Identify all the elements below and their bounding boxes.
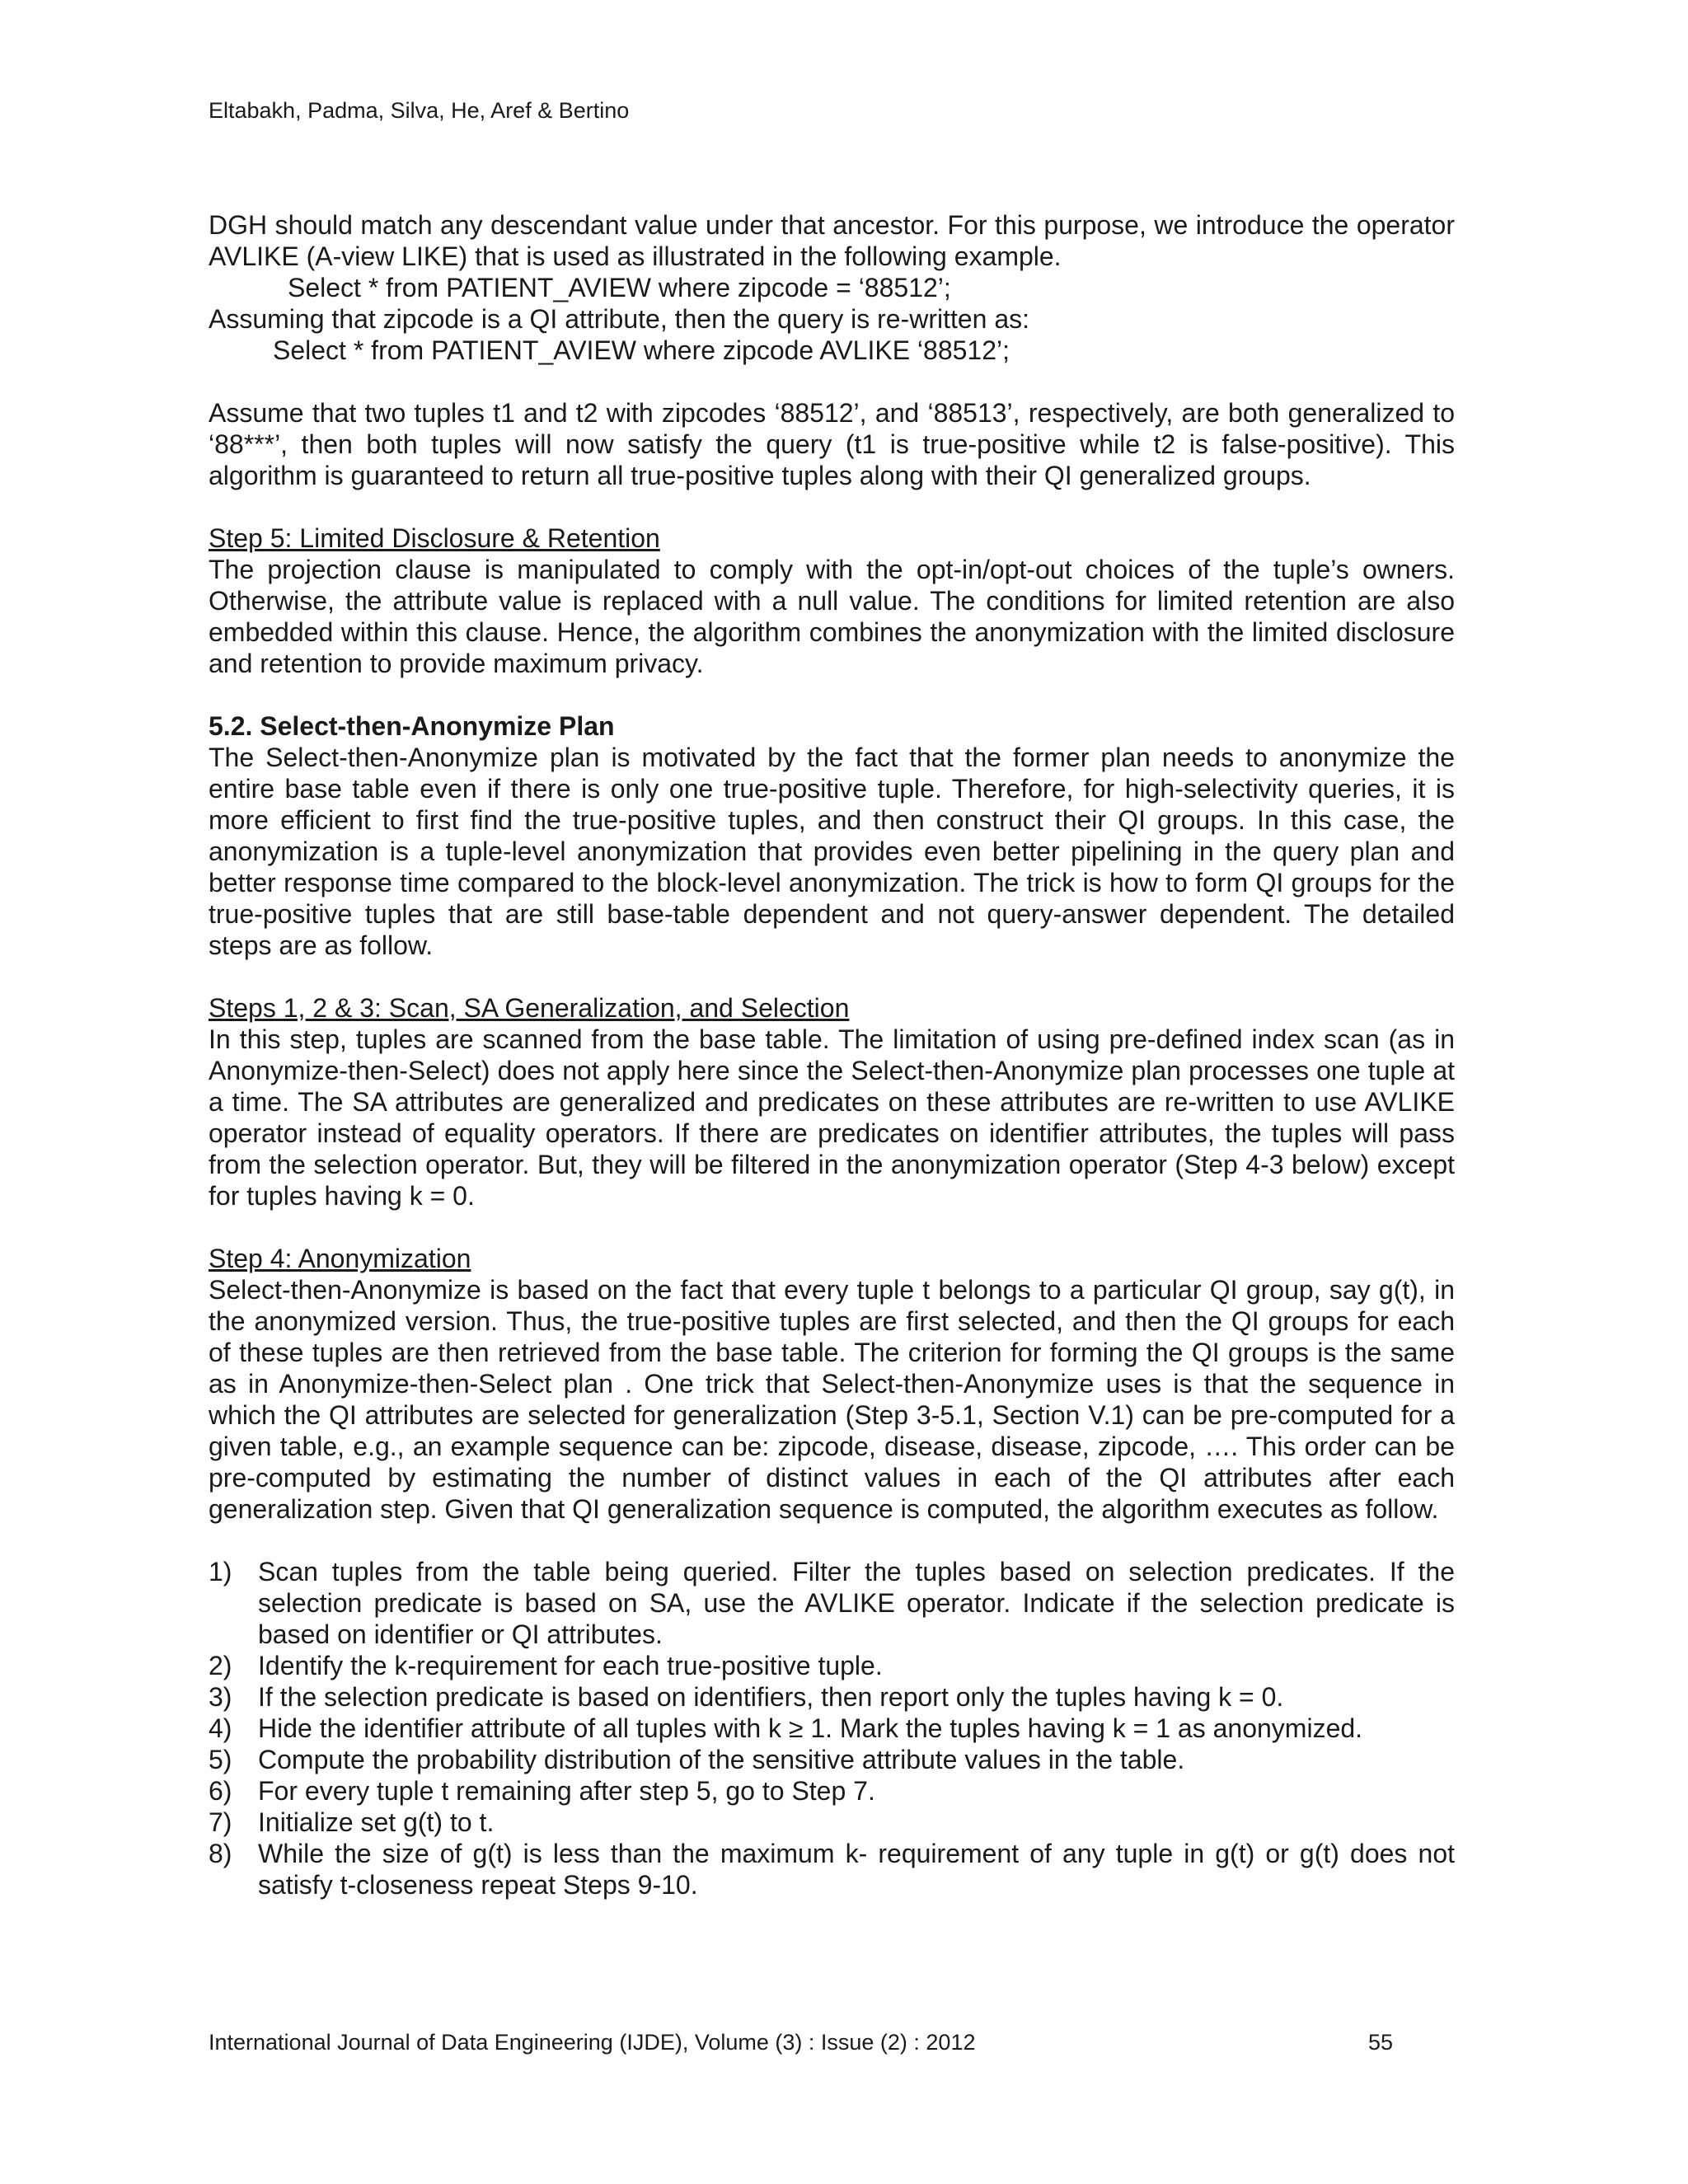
list-item (209, 1713, 1455, 1744)
example-query-avlike: Select * from PATIENT_AVIEW where zipcode AVLIKE ‘88512’; (273, 335, 1010, 365)
list-item-text: Hide the identifier attribute of all tuples with k ≥ 1. Mark the tuples having k = 1 as anonymized. (258, 1713, 1363, 1743)
paragraph-avlike-intro: DGH should match any descendant value under that ancestor. For this purpose, we introduce the operator AVLIKE (A-view LIKE) that is used as illustrated in the following example. (209, 210, 1455, 271)
list-item-number: 5) (209, 1745, 232, 1774)
list-item-number: 8) (209, 1839, 232, 1868)
paragraph-rewrite-note: Assuming that zipcode is a QI attribute, then the query is re-written as: (209, 304, 1030, 334)
list-item-text: Identify the k-requirement for each true-positive tuple. (258, 1651, 883, 1680)
subheading-steps-1-2-3: Steps 1, 2 & 3: Scan, SA Generalization, and Selection (209, 993, 850, 1023)
list-item-number: 4) (209, 1713, 232, 1743)
subheading-step5: Step 5: Limited Disclosure & Retention (209, 523, 660, 553)
list-item (209, 1838, 1455, 1900)
paragraph-step5: The projection clause is manipulated to comply with the opt-in/opt-out choices of the tuple’s owners. Otherwise, the attribute value is replaced with a null value. The conditions for limited retention are also embedded within this clause. Hence, the algorithm combines the anonymization with the limited disclosure and retention to provide maximum privacy. (209, 555, 1455, 678)
list-item-text: While the size of g(t) is less than the maximum k- requirement of any tuple in g(t) or g(t) does not satisfy t-closeness repeat Steps 9-10. (258, 1839, 1455, 1900)
subheading-step4: Step 4: Anonymization (209, 1244, 471, 1273)
list-item-text: Compute the probability distribution of the sensitive attribute values in the table. (258, 1745, 1185, 1774)
list-item-text: If the selection predicate is based on identifiers, then report only the tuples having k = 0. (258, 1682, 1284, 1712)
paragraph-step4: Select-then-Anonymize is based on the fact that every tuple t belongs to a particular QI group, say g(t), in the anonymized version. Thus, the true-positive tuples are first selected, and then the QI groups for each of these tuples are then retrieved from the base table. The criterion for forming the QI groups is the same as in Anonymize-then-Select plan . One trick that Select-then-Anonymize uses is that the sequence in which the QI attributes are selected for generalization (Step 3-5.1, Section V.1) can be pre-computed for a given table, e.g., an example sequence can be: zipcode, disease, disease, zipcode, …. This order can be pre-computed by estimating the number of distinct values in each of the QI attributes after each generalization step. Given that QI generalization sequence is computed, the algorithm executes as follow. (209, 1275, 1455, 1524)
list-item (209, 1681, 1455, 1713)
list-item (209, 1556, 1455, 1650)
list-item (209, 1650, 1455, 1681)
paragraph-select-then-anonymize: The Select-then-Anonymize plan is motivated by the fact that the former plan needs to anonymize the entire base table even if there is only one true-positive tuple. Therefore, for high-selectivity queries, it is more efficient to first find the true-positive tuples, and then construct their QI groups. In this case, the anonymization is a tuple-level anonymization that provides even better pipelining in the query plan and better response time compared to the block-level anonymization. The trick is how to form QI groups for the true-positive tuples that are still base-table dependent and not query-answer dependent. The detailed steps are as follow. (209, 743, 1455, 960)
list-item-text: Scan tuples from the table being queried. Filter the tuples based on selection predicates. If the selection predicate is based on SA, use the AVLIKE operator. Indicate if the selection predicate is based on identifier or QI attributes. (258, 1557, 1455, 1649)
example-query-equality: Select * from PATIENT_AVIEW where zipcode = ‘88512’; (288, 273, 951, 302)
list-item-number: 3) (209, 1682, 232, 1712)
page-body (209, 209, 1455, 1900)
list-item-text: Initialize set g(t) to t. (258, 1807, 495, 1837)
algorithm-steps-list (209, 1556, 1455, 1900)
list-item (209, 1807, 1455, 1838)
list-item-text: For every tuple t remaining after step 5, go to Step 7. (258, 1776, 875, 1806)
running-head-authors: Eltabakh, Padma, Silva, He, Aref & Bertino (209, 98, 630, 123)
footer-journal-citation: International Journal of Data Engineering (IJDE), Volume (3) : Issue (2) : 2012 (209, 2030, 976, 2055)
list-item (209, 1744, 1455, 1775)
list-item-number: 7) (209, 1807, 232, 1837)
list-item (209, 1775, 1455, 1807)
list-item-number: 2) (209, 1651, 232, 1680)
list-item-number: 6) (209, 1776, 232, 1806)
paragraph-generalization-example: Assume that two tuples t1 and t2 with zipcodes ‘88512’, and ‘88513’, respectively, are both generalized to ‘88***’, then both tuples will now satisfy the query (t1 is true-positive while t2 is false-positive). This algorithm is guaranteed to return all true-positive tuples along with their QI generalized groups. (209, 398, 1455, 490)
list-item-number: 1) (209, 1557, 232, 1586)
paragraph-steps-1-2-3: In this step, tuples are scanned from the base table. The limitation of using pre-defined index scan (as in Anonymize-then-Select) does not apply here since the Select-then-Anonymize plan processes one tuple at a time. The SA attributes are generalized and predicates on these attributes are re-written to use AVLIKE operator instead of equality operators. If there are predicates on identifier attributes, the tuples will pass from the selection operator. But, they will be filtered in the anonymization operator (Step 4-3 below) except for tuples having k = 0. (209, 1024, 1455, 1211)
page-number: 55 (1368, 2030, 1394, 2055)
section-heading-select-then-anonymize: 5.2. Select-then-Anonymize Plan (209, 711, 615, 741)
